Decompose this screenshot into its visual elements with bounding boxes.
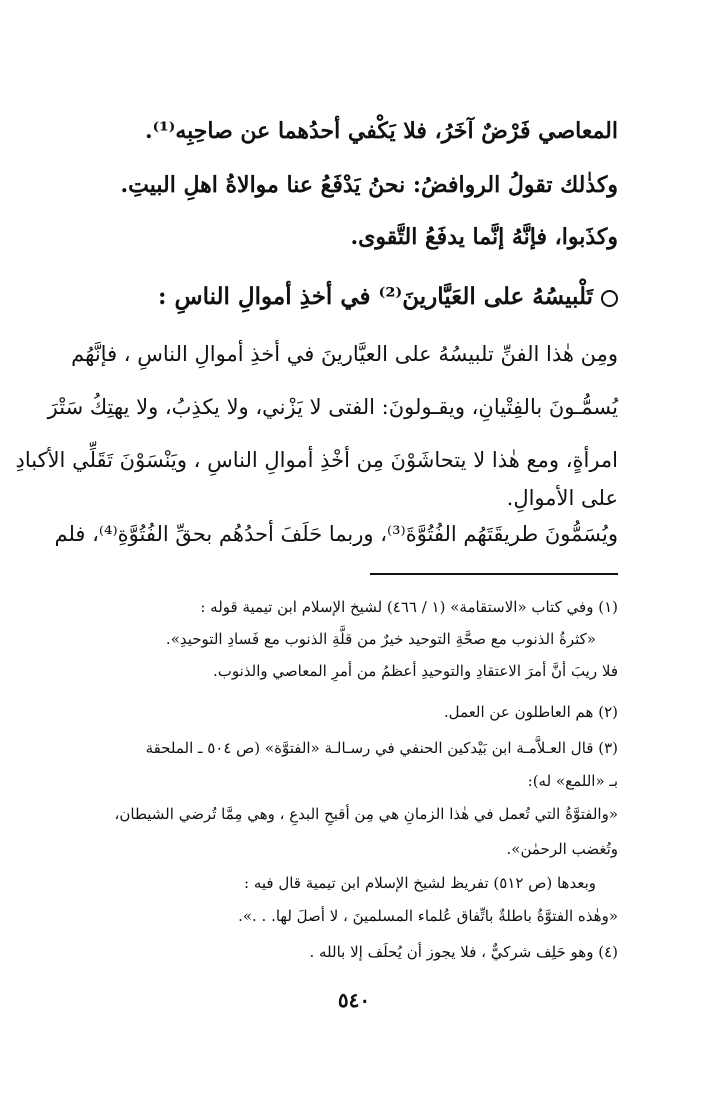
footnote-line-9: وبعدها (ص ٥١٢) تفريظ لشيخ الإسلام ابن تيمية قال فيه : (244, 874, 596, 892)
main-text-line-3: وكذَبوا، فإنَّهُ إنَّما يدفَعُ التَّقوى. (350, 224, 618, 250)
footnote-line-11: (٤) وهو حَلِف شركيٌّ ، فلا يجوز أن يُحلَف إلا بالله . (309, 943, 618, 961)
footnote-line-2: «كثرةُ الذنوب مع صحَّةِ التوحيد خيرٌ من قلَّةِ الذنوب مع فَسادِ التوحيدِ». (165, 630, 596, 648)
footnote-line-5: (٣) قال العـلاَّمـة ابن بَيْدكين الحنفي في رسـالـة «الفتوَّة» (ص ٥٠٤ ـ الملحقة (145, 739, 618, 757)
body-text-line-1: ومِن هٰذا الفنِّ تلبيسُهُ على العيَّارينَ في أخذِ أموالِ الناسِ ، فإنَّهُم (71, 342, 618, 366)
main-text-line-2: وكذٰلك تقولُ الروافضُ: نحنُ يَدْفَعُ عنا موالاةُ اهلِ البيتِ. (120, 172, 618, 198)
footnote-line-8: وتُغضب الرحمٰن». (506, 840, 618, 858)
body-text-line-3: امرأةٍ، ومع هٰذا لا يتحاشَوْنَ مِن أخْذِ أموالِ الناسِ ، ويَنْسَوْنَ تَقَلِّي الأكبادِ (15, 448, 618, 472)
footnote-line-3: فلا ريبَ أنَّ أمرَ الاعتقادِ والتوحيدِ أعظمُ من أمرِ المعاصي والذنوب. (212, 662, 618, 680)
circle-bullet-icon (601, 290, 618, 307)
footnote-line-10: «وهٰذه الفتوَّةُ باطلةٌ باتِّفاق عُلماء المسلمينَ ، لا أصلَ لها. . .». (238, 907, 618, 925)
footnote-line-4: (٢) هم العاطلون عن العمل. (443, 703, 618, 721)
section-heading (88, 283, 618, 310)
body-text-line-5: ويُسَمُّونَ طريقَتَهُم الفُتُوَّةَ⁽³⁾، وربما حَلَفَ أحدُهُم بحقِّ الفُتُوَّةِ⁽⁴⁾، فلم (54, 522, 618, 546)
page-number: ٥٤٠ (337, 988, 371, 1012)
section-heading-text: تَلْبيسُهُ على العَيَّارينَ⁽²⁾ في أخذِ أموالِ الناسِ : (158, 283, 593, 310)
footnote-divider (370, 573, 618, 575)
main-text-line-1: المعاصي فَرْضٌ آخَرُ، فلا يَكْفي أحدُهما عن صاحِبِه⁽¹⁾. (144, 118, 618, 144)
body-text-line-2: يُسمُّـونَ بالفِتْيانِ، ويقـولونَ: الفتى لا يَزْني، ولا يكذِبُ، ولا يهتِكُ سَتْرَ (47, 395, 618, 419)
footnote-line-6: بـ «اللمع» له): (527, 772, 618, 790)
footnote-line-1: (١) وفي كتاب «الاستقامة» (١ / ٤٦٦) لشيخ الإسلام ابن تيمية قوله : (200, 598, 618, 616)
body-text-line-4: على الأموالِ. (506, 486, 618, 510)
footnote-line-7: «والفتوَّةُ التي تُعمل في هٰذا الزمانِ هي مِن أقبحِ البدعِ ، وهي مِمَّا تُرضي الشيطان، (114, 805, 618, 823)
